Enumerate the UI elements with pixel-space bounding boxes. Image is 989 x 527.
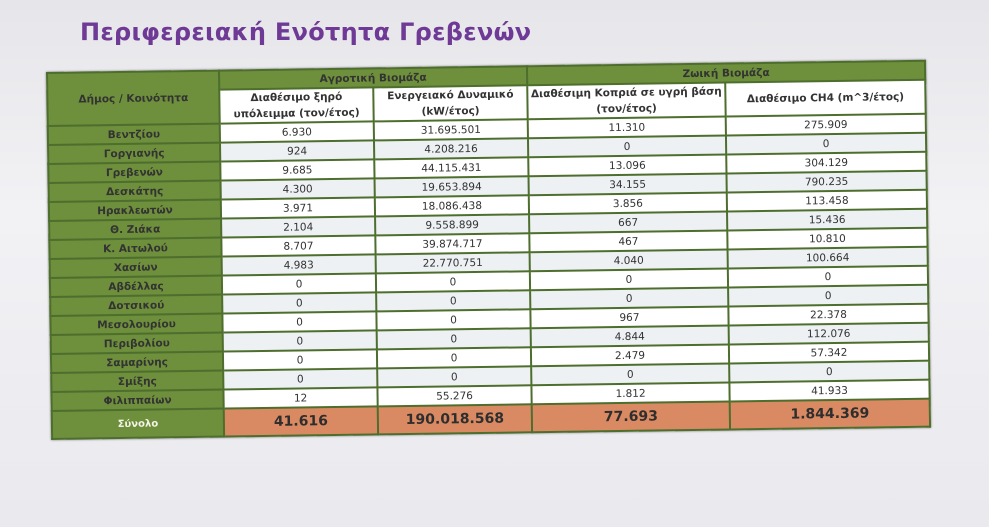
ch4-cell: 57.342: [729, 342, 929, 364]
dry-residue-cell: 3.971: [221, 197, 375, 218]
dry-residue-cell: 0: [223, 349, 377, 370]
energy-cell: 31.695.501: [374, 119, 528, 140]
ch4-cell: 100.664: [728, 247, 928, 269]
agri-biomass-header: Αγροτική Βιομάζα: [219, 66, 527, 89]
ch4-cell: 112.076: [729, 323, 929, 345]
total-manure: 77.693: [532, 401, 730, 432]
total-label: Σύνολο: [52, 409, 224, 439]
row-name: Σαμαρίνης: [51, 352, 223, 373]
dry-residue-cell: 4.300: [221, 178, 375, 199]
row-name: Γρεβενών: [48, 162, 220, 183]
row-name: Δεσκάτης: [49, 181, 221, 202]
ch4-cell: 0: [728, 266, 928, 288]
dry-residue-cell: 0: [222, 311, 376, 332]
dry-residue-cell: 9.685: [220, 159, 374, 180]
energy-cell: 0: [376, 290, 530, 311]
total-ch4: 1.844.369: [730, 399, 930, 430]
dry-residue-cell: 6.930: [220, 121, 374, 142]
manure-cell: 4.844: [531, 325, 729, 347]
manure-cell: 467: [529, 231, 727, 253]
energy-cell: 55.276: [377, 385, 531, 406]
ch4-cell: 790.235: [726, 171, 926, 193]
energy-cell: 0: [377, 328, 531, 349]
manure-cell: 2.479: [531, 344, 729, 366]
row-name: Σμίξης: [51, 371, 223, 392]
energy-cell: 22.770.751: [376, 252, 530, 273]
energy-cell: 39.874.717: [375, 233, 529, 254]
row-name: Ηρακλεωτών: [49, 200, 221, 221]
manure-header: Διαθέσιμη Κοπριά σε υγρή βάση (τον/έτος): [527, 83, 725, 120]
dry-residue-cell: 2.104: [221, 216, 375, 237]
manure-cell: 4.040: [530, 250, 728, 272]
row-name: Χασίων: [50, 257, 222, 278]
ch4-cell: 275.909: [726, 114, 926, 136]
energy-potential-header: Ενεργειακό Δυναμικό (kW/έτος): [373, 85, 527, 121]
dry-residue-cell: 924: [220, 140, 374, 161]
dry-residue-cell: 0: [223, 368, 377, 389]
energy-cell: 44.115.431: [374, 157, 528, 178]
total-energy: 190.018.568: [378, 404, 532, 434]
row-name: Φιλιππαίων: [51, 390, 223, 411]
slide-title: Περιφερειακή Ενότητα Γρεβενών: [80, 18, 532, 46]
ch4-cell: 41.933: [729, 380, 929, 402]
dry-residue-cell: 0: [222, 292, 376, 313]
dry-residue-cell: 0: [223, 330, 377, 351]
row-name: Μεσολουρίου: [50, 314, 222, 335]
manure-cell: 13.096: [528, 155, 726, 177]
ch4-cell: 113.458: [727, 190, 927, 212]
energy-cell: 0: [376, 271, 530, 292]
ch4-cell: 304.129: [726, 152, 926, 174]
manure-cell: 3.856: [529, 193, 727, 215]
ch4-cell: 22.378: [728, 304, 928, 326]
row-name: Βεντζίου: [48, 124, 220, 145]
row-name: Κ. Αιτωλού: [49, 238, 221, 259]
energy-cell: 0: [377, 366, 531, 387]
animal-biomass-header: Ζωική Βιομάζα: [527, 61, 925, 86]
ch4-cell: 10.810: [727, 228, 927, 250]
manure-cell: 967: [530, 306, 728, 328]
manure-cell: 0: [530, 268, 728, 290]
energy-cell: 4.208.216: [374, 138, 528, 159]
manure-cell: 0: [531, 363, 729, 385]
ch4-cell: 0: [728, 285, 928, 307]
energy-cell: 0: [377, 347, 531, 368]
ch4-cell: 0: [726, 133, 926, 155]
ch4-cell: 0: [729, 361, 929, 383]
row-name: Αβδέλλας: [50, 276, 222, 297]
manure-cell: 667: [529, 212, 727, 234]
row-name: Δοτσικού: [50, 295, 222, 316]
dry-residue-cell: 8.707: [221, 235, 375, 256]
manure-cell: 34.155: [529, 174, 727, 196]
energy-cell: 0: [376, 309, 530, 330]
manure-cell: 1.812: [531, 382, 729, 404]
ch4-cell: 15.436: [727, 209, 927, 231]
manure-cell: 0: [530, 287, 728, 309]
total-dry-residue: 41.616: [224, 406, 378, 436]
biomass-table: [46, 60, 931, 440]
energy-cell: 18.086.438: [375, 195, 529, 216]
municipality-header: Δήμος / Κοινότητα: [47, 71, 220, 126]
manure-cell: 11.310: [528, 117, 726, 139]
dry-residue-header: Διαθέσιμο ξηρό υπόλειμμα (τον/έτος): [219, 87, 373, 123]
row-name: Θ. Ζιάκα: [49, 219, 221, 240]
ch4-header: Διαθέσιμο CH4 (m^3/έτος): [725, 80, 925, 117]
row-name: Περιβολίου: [51, 333, 223, 354]
manure-cell: 0: [528, 136, 726, 158]
dry-residue-cell: 4.983: [222, 254, 376, 275]
energy-cell: 9.558.899: [375, 214, 529, 235]
energy-cell: 19.653.894: [375, 176, 529, 197]
row-name: Γοργιανής: [48, 143, 220, 164]
dry-residue-cell: 12: [223, 387, 377, 408]
dry-residue-cell: 0: [222, 273, 376, 294]
